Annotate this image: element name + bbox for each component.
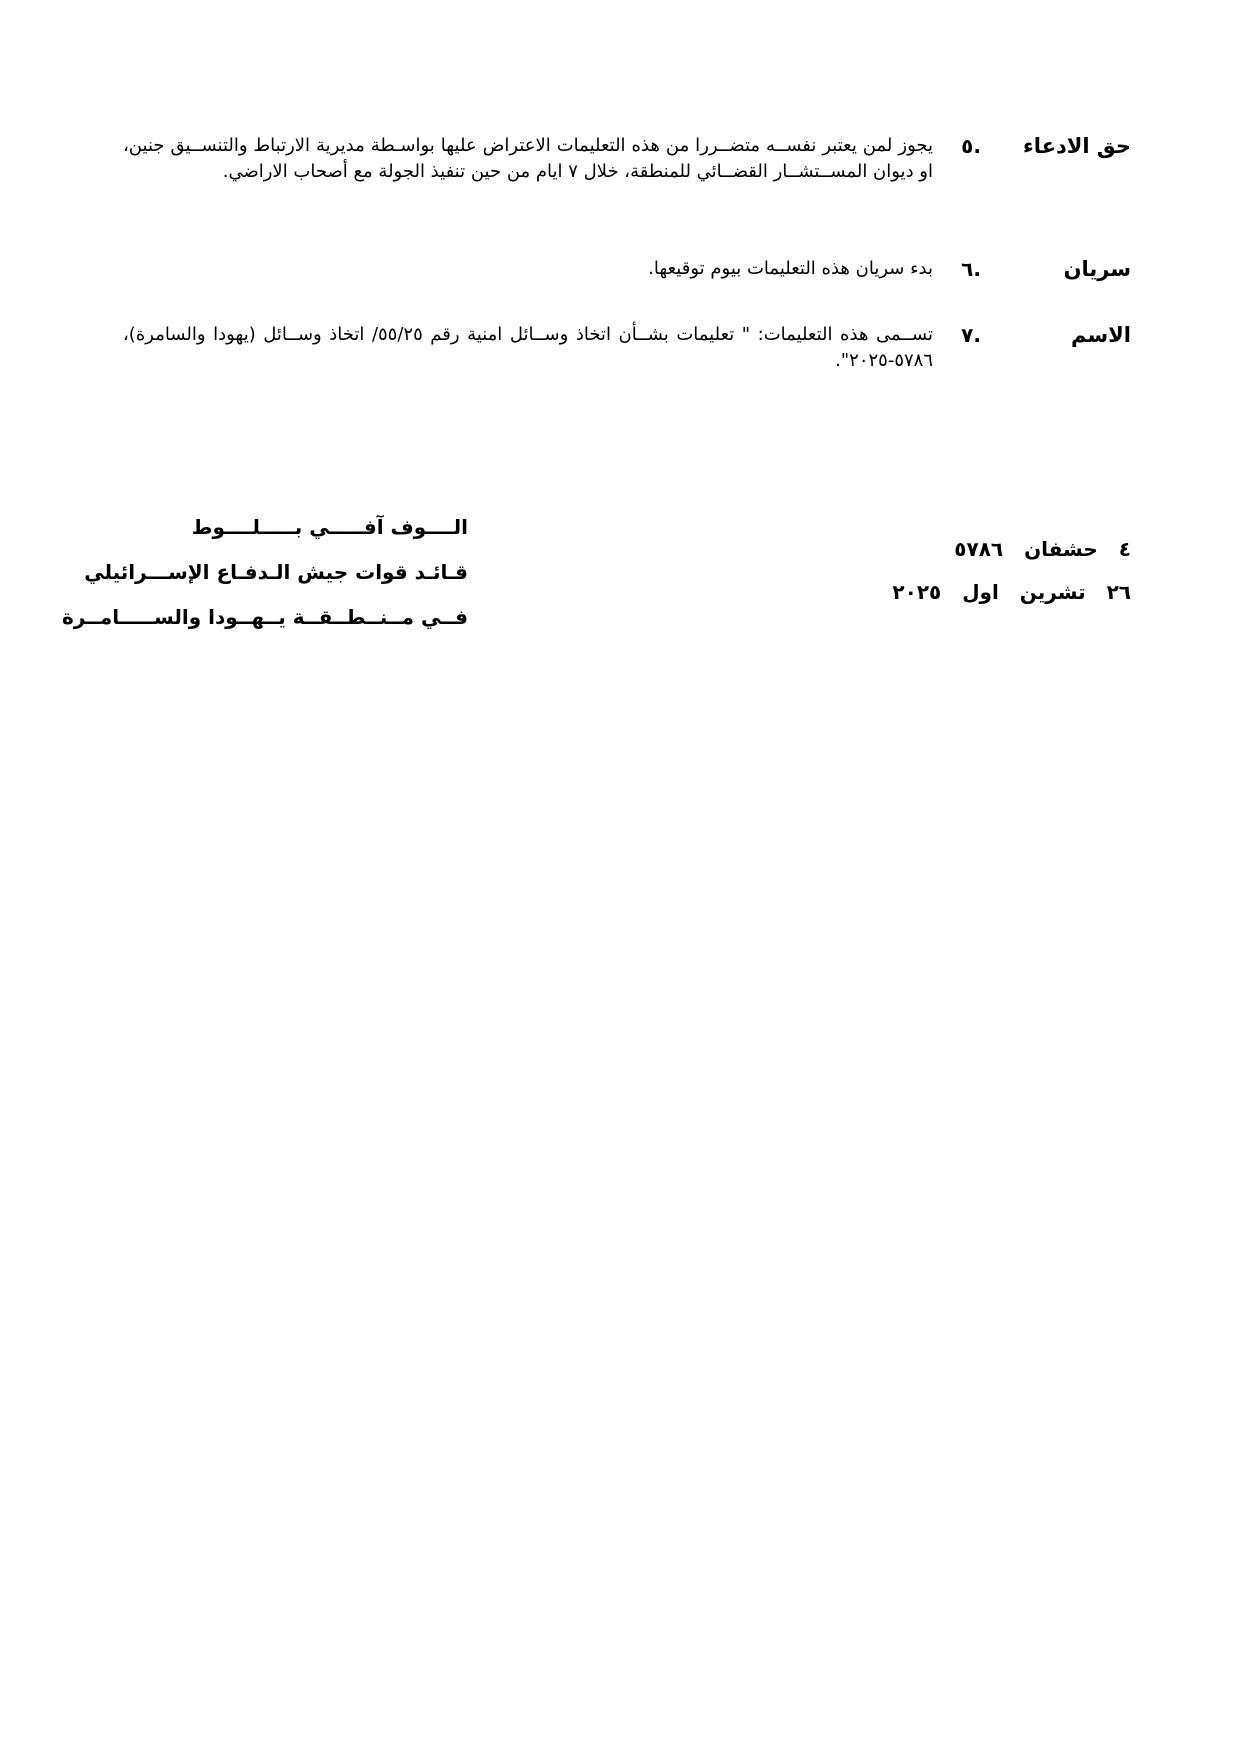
clause-title: حق الادعاء xyxy=(1023,134,1131,158)
clause-text: تســمى هذه التعليمات: " تعليمات بشــأن اتخاذ وســائل امنية رقم ٥٥/٢٥/ اتخاذ وســائل (يهودا والسامرة)، ٥٧٨٦-٢٠٢٥". xyxy=(123,324,933,371)
signatory-name: الــــوف آفـــــي بـــــلــــوط xyxy=(191,515,468,539)
gregorian-date: ٢٦ تشرين اول ٢٠٢٥ xyxy=(892,580,1131,604)
date-block xyxy=(831,528,1131,614)
clause-number: .٧ xyxy=(961,323,981,347)
hebrew-date: ٤ حشفان ٥٧٨٦ xyxy=(954,537,1131,561)
signatory-region: فــي مــنــطــقــة يــهــودا والســـــامــرة xyxy=(62,605,468,629)
signatory-title: قـائـد قوات جيش الـدفـاع الإســـرائيلي xyxy=(84,560,468,584)
clause-title: سريان xyxy=(1063,257,1131,281)
clause-number: .٥ xyxy=(961,134,981,158)
clause-number: .٦ xyxy=(961,257,981,281)
clause-title: الاسم xyxy=(1071,323,1131,347)
clause-text: يجوز لمن يعتبر نفســه متضــررا من هذه التعليمات الاعتراض عليها بواسـطة مديرية الارتباط والتنســيق جنين، او ديوان المســتشــار القضــائي للمنطقة، خلال ٧ ايام من حين تنفيذ الجولة مع أصحاب الاراضي. xyxy=(123,135,933,182)
signature-block xyxy=(62,505,468,640)
clause-text: بدء سريان هذه التعليمات بيوم توقيعها. xyxy=(648,258,933,279)
